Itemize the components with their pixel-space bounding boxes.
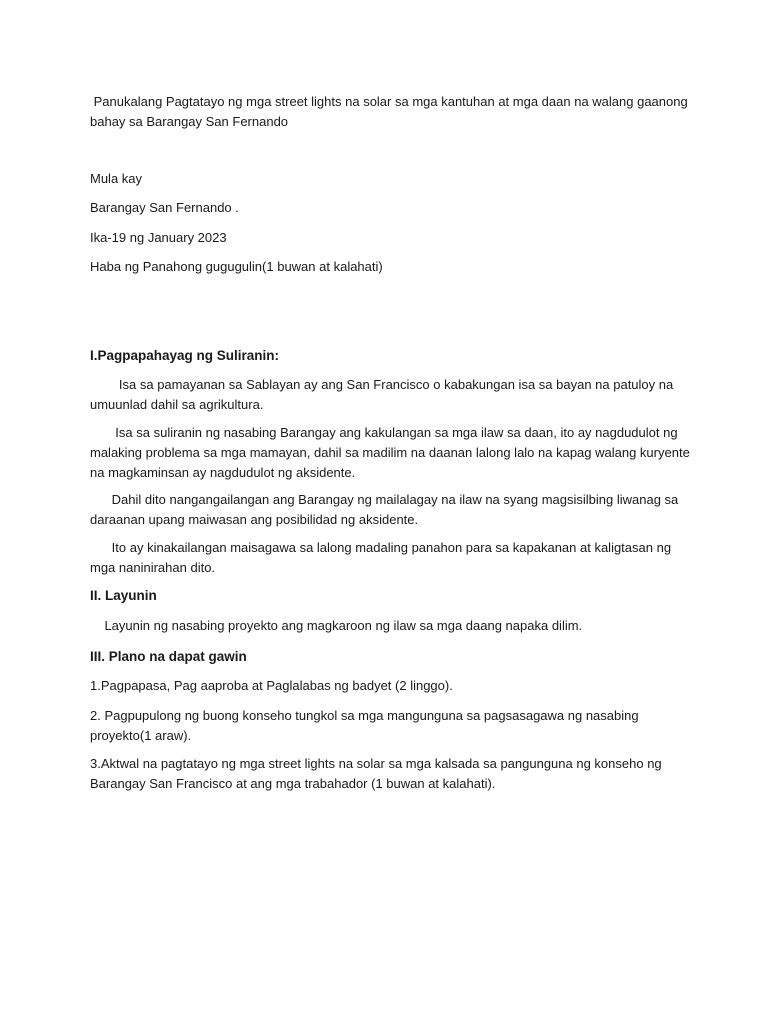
section2-heading: II. Layunin xyxy=(90,588,157,603)
from-value: Barangay San Fernando . xyxy=(90,200,239,215)
document-date: Ika-19 ng January 2023 xyxy=(90,230,227,245)
plan-item-1: 1.Pagpapasa, Pag aaproba at Paglalabas ng badyet (2 linggo). xyxy=(90,678,453,693)
section3-heading: III. Plano na dapat gawin xyxy=(90,649,247,664)
section1-heading: I.Pagpapahayag ng Suliranin: xyxy=(90,348,280,363)
section1-paragraph-3: Dahil dito nangangailangan ang Barangay ng mailalagay na ilaw na syang magsisilbing liwanag sa daraanan upang maiwasan ang posibilidad ng aksidente. xyxy=(90,492,682,527)
section1-paragraph-4: Ito ay kinakailangan maisagawa sa lalong madaling panahon para sa kapakanan at kaligtasan ng mga naninirahan dito. xyxy=(90,540,675,575)
section2-paragraph: Layunin ng nasabing proyekto ang magkaroon ng ilaw sa mga daang napaka dilim. xyxy=(90,618,583,633)
section1-paragraph-1: Isa sa pamayanan sa Sablayan ay ang San Francisco o kabakungan isa sa bayan na patuloy na umuunlad dahil sa agrikultura. xyxy=(90,377,677,412)
from-label: Mula kay xyxy=(90,171,143,186)
section1-paragraph-2: Isa sa suliranin ng nasabing Barangay ang kakulangan sa mga ilaw sa daan, ito ay nagdudulot ng malaking problema sa mga mamayan, dahil sa madilim na daanan lalong lalo na kapag walang kuryente na magkaminsan ay nagdudulot ng aksidente. xyxy=(90,425,694,480)
duration: Haba ng Panahong gugugulin(1 buwan at kalahati) xyxy=(90,259,383,274)
document-title: Panukalang Pagtatayo ng mga street lights na solar sa mga kantuhan at mga daan na walang gaanong bahay sa Barangay San Fernando xyxy=(90,94,692,129)
plan-item-2: 2. Pagpupulong ng buong konseho tungkol sa mga mangunguna sa pagsasagawa ng nasabing proyekto(1 araw). xyxy=(90,708,643,743)
plan-item-3: 3.Aktwal na pagtatayo ng mga street lights na solar sa mga kalsada sa pangunguna ng konseho ng Barangay San Francisco at ang mga trabahador (1 buwan at kalahati). xyxy=(90,756,666,791)
